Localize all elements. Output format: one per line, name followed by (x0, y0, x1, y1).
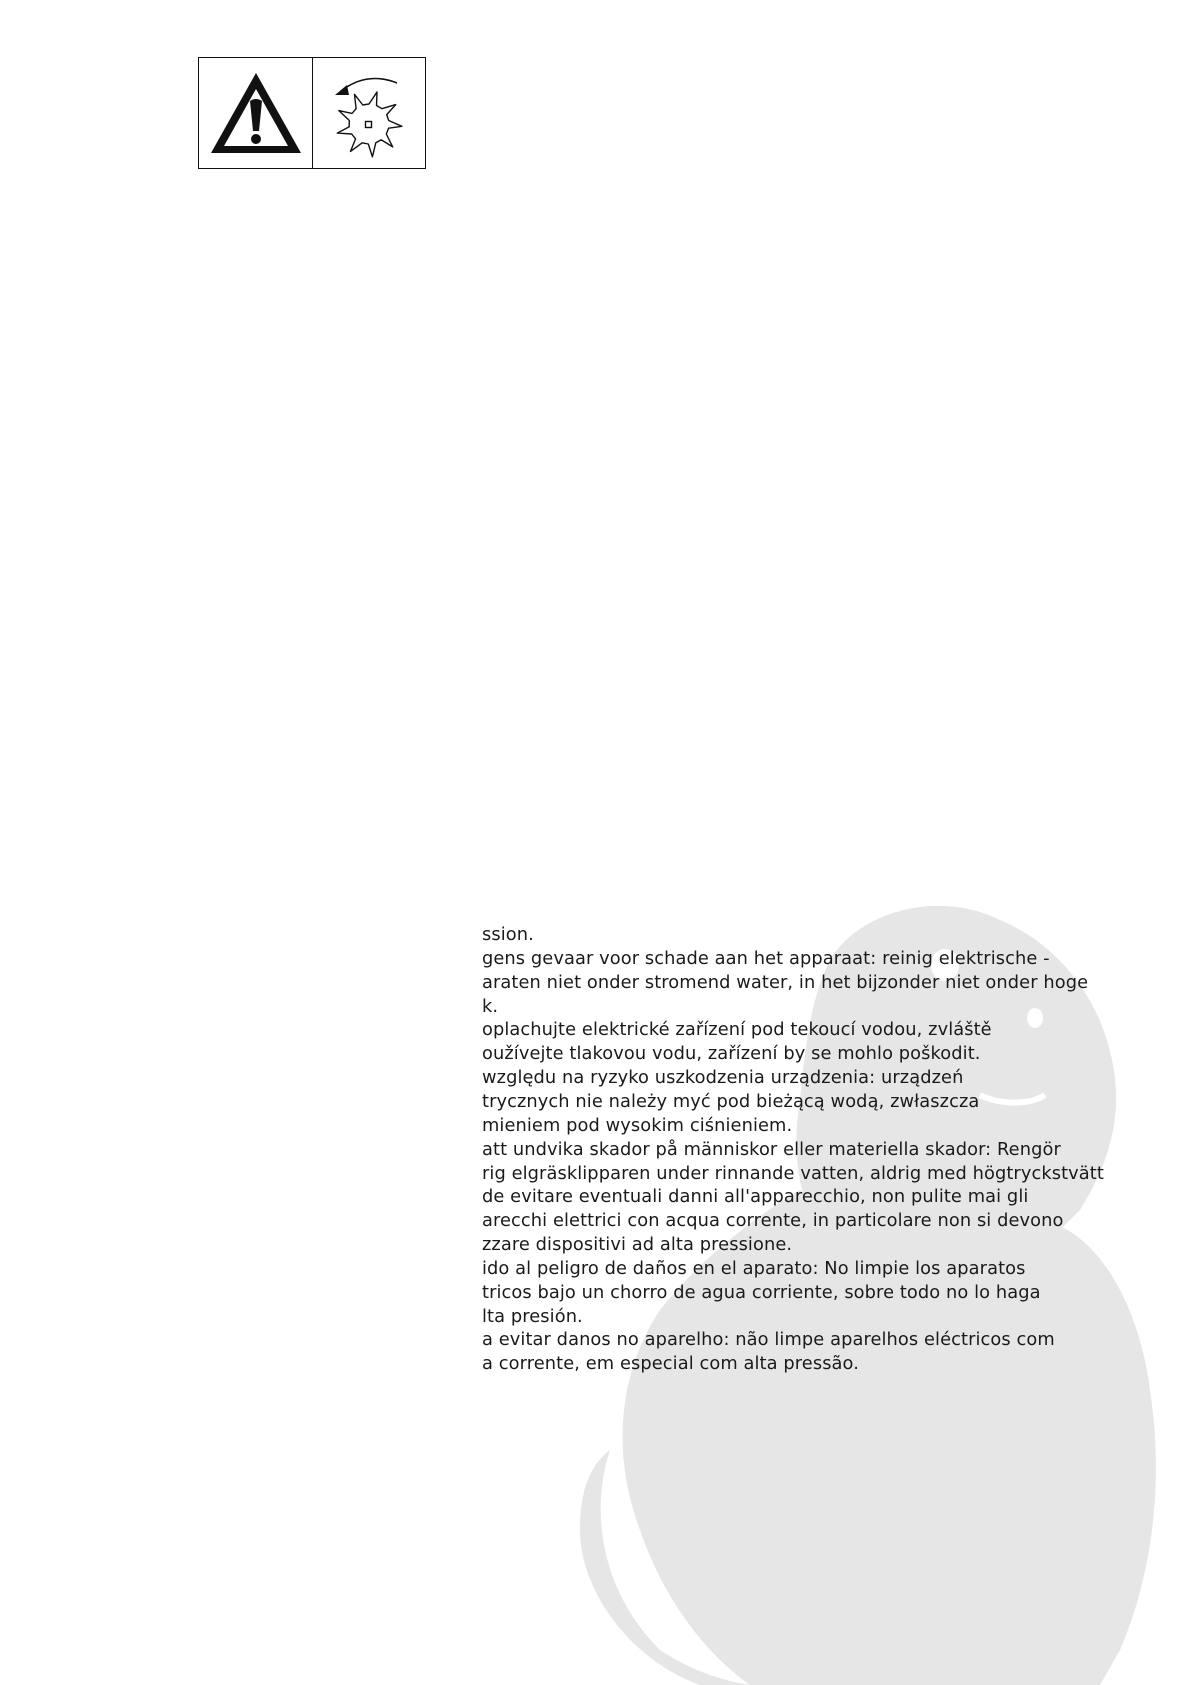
warning-text-line: tricos bajo un chorro de agua corriente, sobre todo no lo haga (482, 1281, 1041, 1303)
warning-text-line: a corrente, em especial com alta pressão. (482, 1353, 859, 1375)
warning-text-line: araten niet onder stromend water, in het bijzonder niet onder hoge (482, 971, 1089, 993)
safety-pictogram-box (198, 57, 426, 169)
rotating-blade-icon (319, 63, 419, 163)
warning-text-line: mieniem pod wysokim ciśnieniem. (482, 1114, 793, 1136)
warning-text-line: ssion. (482, 924, 534, 945)
warning-cell (199, 58, 313, 168)
warning-text-line: gens gevaar voor schade aan het apparaat: reinig elektrische - (482, 947, 1050, 969)
warning-text-line: a evitar danos no aparelho: não limpe aparelhos eléctricos com (482, 1329, 1055, 1351)
warning-text-line: oužívejte tlakovou vodu, zařízení by se mohlo poškodit. (482, 1043, 981, 1065)
warning-text-line: trycznych nie należy myć pod bieżącą wodą, zwłaszcza (482, 1090, 980, 1112)
warning-text-line: względu na ryzyko uszkodzenia urządzenia: urządzeń (482, 1067, 964, 1089)
warning-triangle-icon (206, 67, 306, 159)
warning-text-line: de evitare eventuali danni all'apparecchio, non pulite mai gli (482, 1186, 1029, 1208)
warning-text-line: att undvika skador på människor eller materiella skador: Rengör (482, 1138, 1061, 1160)
blade-cell (313, 58, 425, 168)
warning-text-line: k. (482, 995, 499, 1017)
warning-text-line: lta presión. (482, 1305, 583, 1327)
warning-text-line: zzare dispositivi ad alta pressione. (482, 1234, 793, 1256)
warning-text-line: rig elgräsklipparen under rinnande vatten, aldrig med högtryckstvätt (482, 1162, 1104, 1184)
warning-text-line: arecchi elettrici con acqua corrente, in particolare non si devono (482, 1210, 1064, 1232)
warning-text-line: oplachujte elektrické zařízení pod tekoucí vodou, zvláště (482, 1019, 992, 1041)
warning-text-line: ido al peligro de daños en el aparato: No limpie los aparatos (482, 1257, 1026, 1279)
multilingual-cleaning-warning (482, 924, 1191, 1404)
